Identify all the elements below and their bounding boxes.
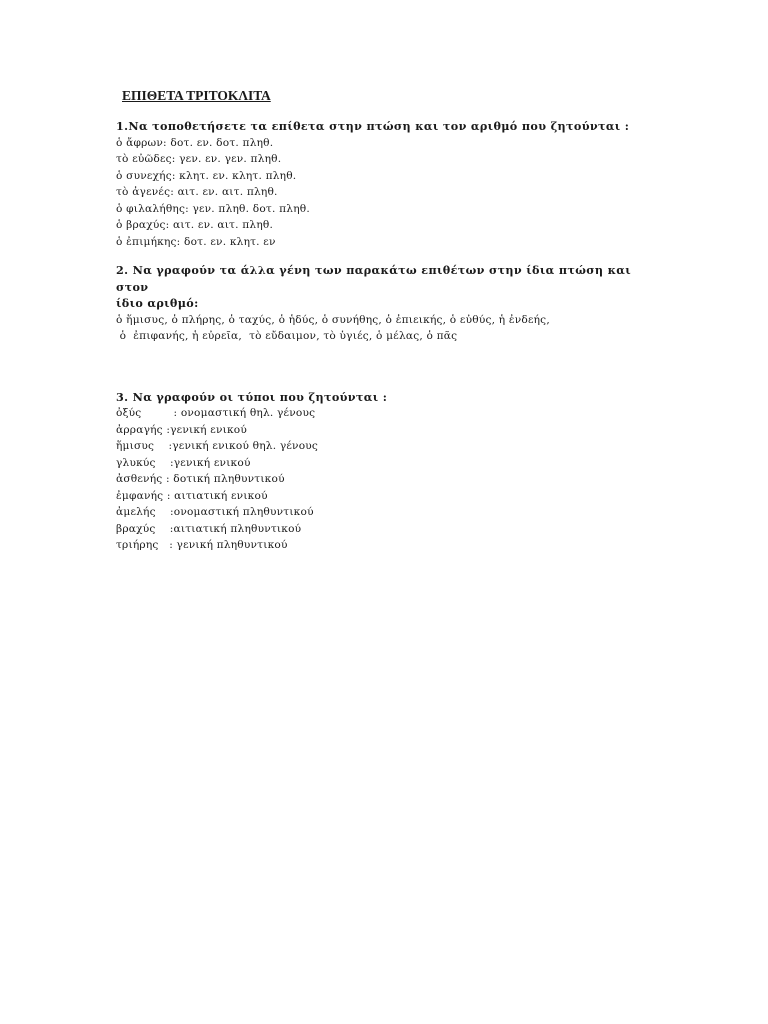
exercise-1-item: ὁ βραχύς: αιτ. εν. αιτ. πληθ. xyxy=(116,219,274,231)
exercise-3-item: ἥμισυς :γενική ενικού θηλ. γένους xyxy=(116,440,319,452)
exercise-1-item: ὁ φιλαλήθης: γεν. πληθ. δοτ. πληθ. xyxy=(116,202,310,215)
exercise-3-item: ἐμφανής : αιτιατική ενικού xyxy=(116,489,268,502)
exercise-3-item: ἀρραγής :γενική ενικού xyxy=(116,423,247,436)
exercise-1-heading: 1.Να τοποθετήσετε τα επίθετα στην πτώση και τον αριθμό που ζητούνται : xyxy=(116,119,630,133)
exercise-3-item: ἀσθενής : δοτική πληθυντικού xyxy=(116,473,285,485)
exercise-2-item: ὁ ἥμισυς, ὁ πλήρης, ὁ ταχύς, ὁ ἡδύς, ὁ συνήθης, ὁ ἐπιεικής, ὁ εὐθύς, ἡ ἐνδεής, xyxy=(116,313,550,326)
exercise-2 xyxy=(116,262,656,345)
exercise-3-item: ἀμελής :ονομαστική πληθυντικού xyxy=(116,506,314,518)
exercise-2-heading: 2. Να γραφούν τα άλλα γένη των παρακάτω επιθέτων στην ίδια πτώση και στον xyxy=(116,263,632,294)
exercise-3-item: γλυκύς :γενική ενικού xyxy=(116,456,251,469)
exercise-3-item: βραχύς :αιτιατική πληθυντικού xyxy=(116,522,302,535)
document-page xyxy=(116,86,656,554)
exercise-1-item: ὁ ἐπιμήκης: δοτ. εν. κλητ. εν xyxy=(116,235,276,248)
exercise-1-item: τὸ ἀγενές: αιτ. εν. αιτ. πληθ. xyxy=(116,186,278,198)
exercise-1-item: ὁ συνεχής: κλητ. εν. κλητ. πληθ. xyxy=(116,169,297,182)
exercise-3-item: τριήρης : γενική πληθυντικού xyxy=(116,539,288,551)
document-title: ΕΠΙΘΕΤΑ ΤΡΙΤΟΚΛΙΤΑ xyxy=(122,88,271,103)
exercise-1 xyxy=(116,118,656,250)
exercise-2-heading-continued: ίδιο αριθμό: xyxy=(116,296,199,310)
exercise-2-item: ὁ ἐπιφανής, ἡ εὐρεῖα, τὸ εὔδαιμον, τὸ ὑγιές, ὁ μέλας, ὁ πᾶς xyxy=(116,330,458,342)
exercise-1-item: ὁ ἄφρων: δοτ. εν. δοτ. πληθ. xyxy=(116,136,274,149)
exercise-3-item: ὀξύς : ονομαστική θηλ. γένους xyxy=(116,407,316,419)
exercise-3 xyxy=(116,389,656,554)
exercise-3-heading: 3. Να γραφούν οι τύποι που ζητούνται : xyxy=(116,389,388,404)
exercise-1-item: τὸ εὐῶδες: γεν. εν. γεν. πληθ. xyxy=(116,153,282,165)
